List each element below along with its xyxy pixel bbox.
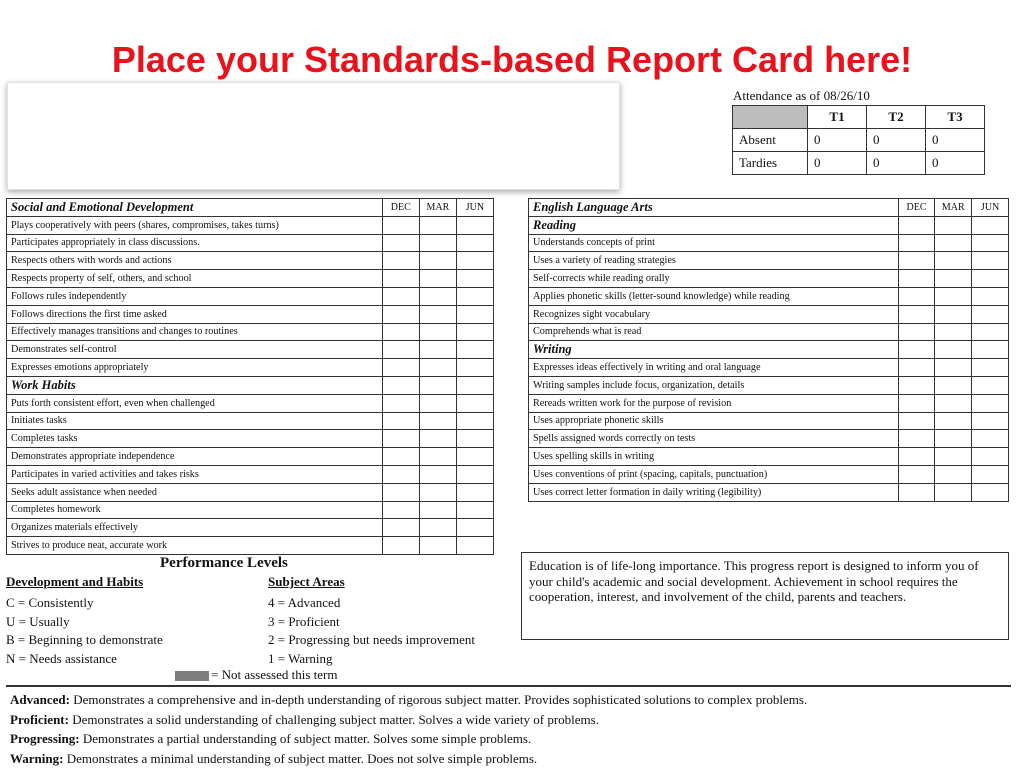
grade-cell [382, 234, 419, 252]
grade-cell [898, 216, 935, 234]
grade-cell [456, 270, 493, 288]
standard-label: Recognizes sight vocabulary [529, 305, 899, 323]
level-text: Demonstrates a solid understanding of challenging subject matter. Solves a wide variety of problems. [68, 711, 599, 727]
table-row [529, 287, 1009, 305]
standard-label: Organizes materials effectively [7, 519, 383, 537]
english-language-arts-table [528, 198, 1009, 502]
grade-cell [898, 341, 935, 359]
grade-cell [898, 305, 935, 323]
table-row [7, 412, 494, 430]
table-row [7, 341, 494, 359]
grade-cell [382, 465, 419, 483]
standard-label: Comprehends what is read [529, 323, 899, 341]
term-header: MAR [419, 199, 456, 217]
section-header-row [529, 341, 1009, 359]
section-header-row [529, 216, 1009, 234]
table-row [7, 287, 494, 305]
grade-cell [419, 412, 456, 430]
table-row [529, 376, 1009, 394]
grade-cell [382, 394, 419, 412]
grade-cell [935, 394, 972, 412]
education-note-text: Education is of life-long importance. This progress report is designed to inform you of your child's academic and social development. Achievement in school requires the cooperation, interest, and involvement of the child, parents and teachers. [529, 558, 979, 604]
grade-cell [382, 412, 419, 430]
table-row [7, 270, 494, 288]
subject-level-item: 3 = Proficient [268, 613, 340, 629]
development-habits-list [6, 594, 163, 668]
standard-label: Puts forth consistent effort, even when challenged [7, 394, 383, 412]
level-text: Demonstrates a partial understanding of subject matter. Solves some simple problems. [79, 731, 532, 746]
grade-cell [382, 323, 419, 341]
grade-cell [419, 323, 456, 341]
grade-cell [972, 287, 1009, 305]
standard-label: Uses appropriate phonetic skills [529, 412, 899, 430]
grade-cell [456, 252, 493, 270]
standard-label: Uses a variety of reading strategies [529, 252, 899, 270]
table-row [7, 216, 494, 234]
dev-level-item: B = Beginning to demonstrate [6, 632, 163, 647]
grade-cell [972, 483, 1009, 501]
grade-cell [419, 287, 456, 305]
grade-cell [419, 448, 456, 466]
attendance-col-header: T1 [808, 106, 867, 129]
grade-cell [419, 216, 456, 234]
grade-cell [972, 270, 1009, 288]
standard-label: Uses conventions of print (spacing, capitals, punctuation) [529, 465, 899, 483]
grade-cell [898, 465, 935, 483]
attendance-value: 0 [808, 129, 867, 152]
grade-cell [456, 287, 493, 305]
grade-cell [419, 483, 456, 501]
grade-cell [456, 430, 493, 448]
not-assessed-swatch [175, 671, 209, 681]
attendance-value: 0 [926, 129, 985, 152]
grade-cell [419, 501, 456, 519]
grade-cell [898, 483, 935, 501]
grade-cell [419, 359, 456, 377]
grade-cell [935, 465, 972, 483]
dev-level-item: C = Consistently [6, 595, 94, 610]
table-row [7, 359, 494, 377]
term-header: DEC [898, 199, 935, 217]
not-assessed-label: = Not assessed this term [211, 667, 338, 682]
table-row [529, 252, 1009, 270]
grade-cell [382, 270, 419, 288]
grade-cell [898, 430, 935, 448]
grade-cell [935, 287, 972, 305]
grade-cell [456, 412, 493, 430]
grade-cell [382, 537, 419, 555]
level-description-row [10, 729, 1010, 749]
dev-level-item: U = Usually [6, 613, 70, 629]
attendance-col-header: T3 [926, 106, 985, 129]
section-title: English Language Arts [529, 199, 899, 217]
grade-cell [419, 270, 456, 288]
subject-level-item: 2 = Progressing but needs improvement [268, 632, 475, 647]
grade-cell [935, 234, 972, 252]
table-row [529, 359, 1009, 377]
grade-cell [935, 270, 972, 288]
section-title: Work Habits [7, 376, 383, 394]
subject-areas-list [268, 594, 475, 668]
grade-cell [456, 323, 493, 341]
grade-cell [382, 448, 419, 466]
grade-cell [456, 305, 493, 323]
grade-cell [382, 287, 419, 305]
grade-cell [382, 376, 419, 394]
grade-cell [419, 252, 456, 270]
standard-label: Follows directions the first time asked [7, 305, 383, 323]
grade-cell [419, 341, 456, 359]
standard-label: Respects property of self, others, and school [7, 270, 383, 288]
level-descriptions [10, 690, 1010, 768]
standard-label: Expresses emotions appropriately [7, 359, 383, 377]
table-row [529, 483, 1009, 501]
grade-cell [935, 412, 972, 430]
table-row [7, 448, 494, 466]
level-text: Demonstrates a comprehensive and in-depth understanding of rigorous subject matter. Provides sophisticated solutions to complex problems. [69, 692, 808, 707]
grade-cell [419, 430, 456, 448]
grade-cell [972, 376, 1009, 394]
table-row [7, 252, 494, 270]
table-row [7, 465, 494, 483]
standard-label: Completes homework [7, 501, 383, 519]
table-row [529, 412, 1009, 430]
grade-cell [419, 519, 456, 537]
standard-label: Understands concepts of print [529, 234, 899, 252]
grade-cell [456, 394, 493, 412]
grade-cell [456, 465, 493, 483]
grade-cell [456, 501, 493, 519]
attendance-row-label: Tardies [733, 152, 808, 175]
subject-areas-heading: Subject Areas [268, 574, 345, 589]
standard-label: Initiates tasks [7, 412, 383, 430]
grade-cell [456, 448, 493, 466]
standard-label: Seeks adult assistance when needed [7, 483, 383, 501]
grade-cell [419, 305, 456, 323]
standard-label: Follows rules independently [7, 287, 383, 305]
grade-cell [898, 252, 935, 270]
grade-cell [456, 376, 493, 394]
grade-cell [382, 519, 419, 537]
attendance-caption: Attendance as of 08/26/10 [733, 88, 870, 103]
standard-label: Self-corrects while reading orally [529, 270, 899, 288]
slide-title: Place your Standards-based Report Card here! [111, 39, 913, 80]
grade-cell [935, 430, 972, 448]
standard-label: Plays cooperatively with peers (shares, compromises, takes turns) [7, 216, 383, 234]
grade-cell [898, 448, 935, 466]
table-row [529, 448, 1009, 466]
standard-label: Respects others with words and actions [7, 252, 383, 270]
grade-cell [898, 270, 935, 288]
grade-cell [456, 519, 493, 537]
attendance-corner-cell [733, 106, 808, 129]
grade-cell [972, 234, 1009, 252]
performance-levels-title: Performance Levels [160, 555, 288, 571]
grade-cell [935, 341, 972, 359]
grade-cell [419, 394, 456, 412]
table-row [7, 537, 494, 555]
standard-label: Writing samples include focus, organization, details [529, 376, 899, 394]
standard-label: Uses spelling skills in writing [529, 448, 899, 466]
section-header-row [7, 376, 494, 394]
grade-cell [456, 359, 493, 377]
attendance-table [732, 105, 985, 175]
standard-label: Rereads written work for the purpose of revision [529, 394, 899, 412]
section-title: Social and Emotional Development [7, 199, 383, 217]
standard-label: Demonstrates self-control [7, 341, 383, 359]
grade-cell [419, 465, 456, 483]
table-row [529, 430, 1009, 448]
section-title: Writing [529, 341, 899, 359]
not-assessed-legend [175, 667, 337, 683]
standard-label: Participates appropriately in class discussions. [7, 234, 383, 252]
grade-cell [972, 430, 1009, 448]
grade-cell [382, 483, 419, 501]
grade-cell [898, 394, 935, 412]
table-row [7, 323, 494, 341]
grade-cell [456, 483, 493, 501]
attendance-col-header: T2 [867, 106, 926, 129]
subject-level-item: 1 = Warning [268, 650, 333, 666]
grade-cell [935, 376, 972, 394]
report-card-placeholder-box [7, 82, 620, 190]
grade-cell [935, 323, 972, 341]
grade-cell [972, 359, 1009, 377]
grade-cell [935, 359, 972, 377]
term-header: JUN [456, 199, 493, 217]
standard-label: Effectively manages transitions and changes to routines [7, 323, 383, 341]
table-row [7, 483, 494, 501]
level-term: Advanced: [10, 692, 70, 707]
grade-cell [972, 394, 1009, 412]
standard-label: Uses correct letter formation in daily writing (legibility) [529, 483, 899, 501]
social-emotional-table [6, 198, 494, 555]
table-row [7, 519, 494, 537]
attendance-value: 0 [867, 129, 926, 152]
grade-cell [382, 359, 419, 377]
grade-cell [898, 287, 935, 305]
standard-label: Expresses ideas effectively in writing and oral language [529, 359, 899, 377]
standard-label: Completes tasks [7, 430, 383, 448]
development-habits-heading: Development and Habits [6, 574, 144, 589]
standard-label: Strives to produce neat, accurate work [7, 537, 383, 555]
grade-cell [935, 216, 972, 234]
grade-cell [972, 341, 1009, 359]
grade-cell [972, 323, 1009, 341]
grade-cell [456, 537, 493, 555]
attendance-value: 0 [867, 152, 926, 175]
grade-cell [382, 305, 419, 323]
standard-label: Applies phonetic skills (letter-sound knowledge) while reading [529, 287, 899, 305]
grade-cell [456, 341, 493, 359]
grade-cell [419, 537, 456, 555]
level-term: Warning: [10, 750, 64, 766]
grade-cell [456, 234, 493, 252]
level-description-row [10, 690, 1010, 710]
divider [6, 685, 1011, 687]
grade-cell [419, 234, 456, 252]
grade-cell [382, 501, 419, 519]
grade-cell [972, 465, 1009, 483]
grade-cell [972, 412, 1009, 430]
section-header-row [529, 199, 1009, 217]
grade-cell [382, 252, 419, 270]
standard-label: Demonstrates appropriate independence [7, 448, 383, 466]
table-row [529, 234, 1009, 252]
grade-cell [935, 448, 972, 466]
table-row [7, 430, 494, 448]
grade-cell [898, 376, 935, 394]
grade-cell [382, 430, 419, 448]
level-description-row [10, 749, 1010, 768]
table-row [7, 234, 494, 252]
grade-cell [898, 359, 935, 377]
attendance-value: 0 [926, 152, 985, 175]
attendance-row-label: Absent [733, 129, 808, 152]
dev-level-item: N = Needs assistance [6, 650, 117, 666]
table-row [529, 323, 1009, 341]
grade-cell [382, 341, 419, 359]
grade-cell [972, 305, 1009, 323]
grade-cell [935, 483, 972, 501]
education-note-box [521, 552, 1009, 640]
grade-cell [456, 216, 493, 234]
attendance-value: 0 [808, 152, 867, 175]
grade-cell [898, 234, 935, 252]
section-title: Reading [529, 216, 899, 234]
grade-cell [382, 216, 419, 234]
level-term: Progressing: [10, 731, 80, 746]
grade-cell [898, 323, 935, 341]
subject-level-item: 4 = Advanced [268, 595, 341, 610]
table-row [7, 394, 494, 412]
standard-label: Spells assigned words correctly on tests [529, 430, 899, 448]
term-header: MAR [935, 199, 972, 217]
grade-cell [972, 448, 1009, 466]
level-term: Proficient: [10, 711, 69, 727]
grade-cell [935, 252, 972, 270]
table-row [7, 501, 494, 519]
grade-cell [935, 305, 972, 323]
grade-cell [972, 216, 1009, 234]
section-header-row [7, 199, 494, 217]
term-header: DEC [382, 199, 419, 217]
grade-cell [898, 412, 935, 430]
table-row [7, 305, 494, 323]
term-header: JUN [972, 199, 1009, 217]
table-row [529, 270, 1009, 288]
grade-cell [972, 252, 1009, 270]
table-row [529, 465, 1009, 483]
table-row [529, 305, 1009, 323]
level-description-row [10, 710, 1010, 730]
level-text: Demonstrates a minimal understanding of subject matter. Does not solve simple problems. [63, 750, 538, 766]
grade-cell [419, 376, 456, 394]
table-row [529, 394, 1009, 412]
standard-label: Participates in varied activities and takes risks [7, 465, 383, 483]
